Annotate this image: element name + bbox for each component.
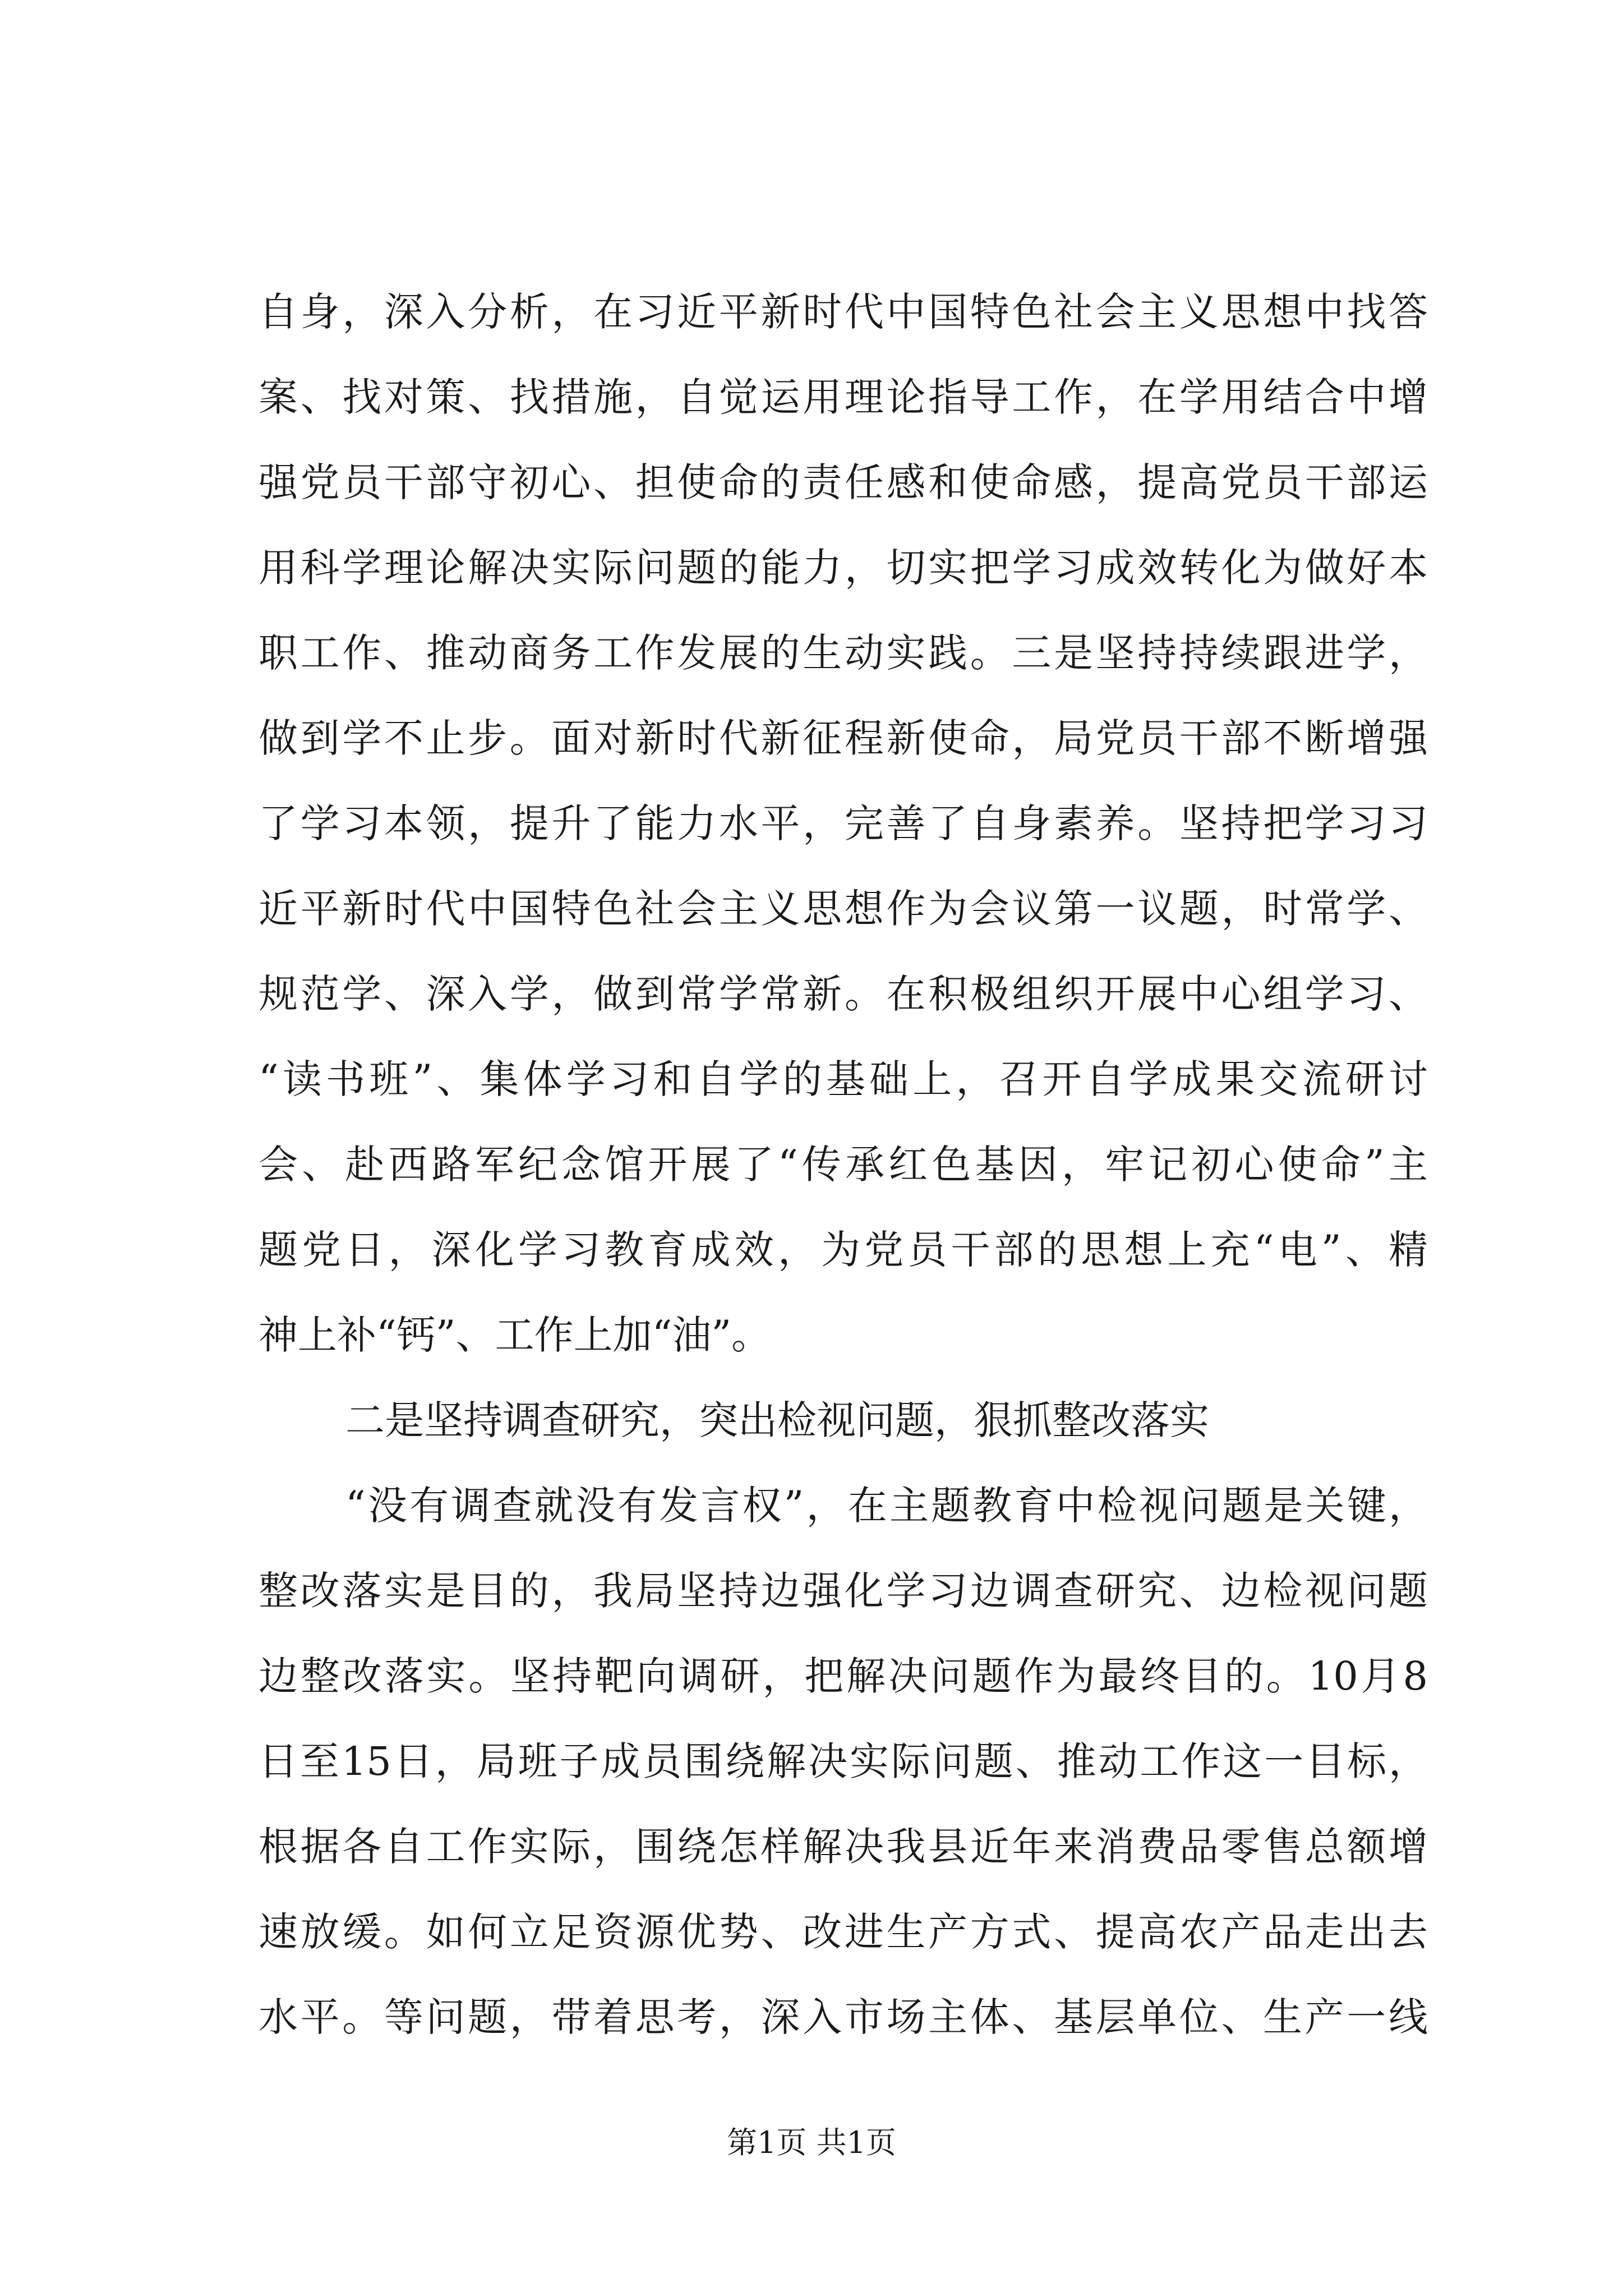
text-line: 速放缓。如何立足资源优势、改进生产方式、提高农产品走出去	[259, 1909, 1428, 1955]
text-line: 自身，深入分析，在习近平新时代中国特色社会主义思想中找答	[259, 289, 1428, 335]
text-line: 案、找对策、找措施，自觉运用理论指导工作，在学用结合中增	[259, 374, 1428, 420]
body-text	[259, 269, 1428, 2060]
text-line: 根据各自工作实际，围绕怎样解决我县近年来消费品零售总额增	[259, 1824, 1428, 1870]
text-line: 规范学、深入学，做到常学常新。在积极组织开展中心组学习、	[259, 971, 1428, 1017]
text-line: 水平。等问题，带着思考，深入市场主体、基层单位、生产一线	[259, 1994, 1428, 2040]
text-line: 边整改落实。坚持靶向调研，把解决问题作为最终目的。10月8	[259, 1653, 1428, 1699]
text-line: 题党日，深化学习教育成效，为党员干部的思想上充“电”、精	[259, 1227, 1428, 1273]
text-line: 了学习本领，提升了能力水平，完善了自身素养。坚持把学习习	[259, 800, 1428, 846]
text-line: 强党员干部守初心、担使命的责任感和使命感，提高党员干部运	[259, 459, 1428, 505]
text-line: 职工作、推动商务工作发展的生动实践。三是坚持持续跟进学，	[259, 630, 1428, 676]
section-heading: 二是坚持调查研究，突出检视问题，狠抓整改落实	[345, 1397, 1209, 1443]
text-line: 用科学理论解决实际问题的能力，切实把学习成效转化为做好本	[259, 545, 1428, 591]
text-line: 会、赴西路军纪念馆开展了“传承红色基因，牢记初心使命”主	[259, 1142, 1428, 1188]
text-line: 整改落实是目的，我局坚持边强化学习边调查研究、边检视问题	[259, 1568, 1428, 1614]
text-line: 近平新时代中国特色社会主义思想作为会议第一议题，时常学、	[259, 886, 1428, 932]
text-line: 神上补“钙”、工作上加“油”。	[259, 1312, 771, 1358]
text-line: 做到学不止步。面对新时代新征程新使命，局党员干部不断增强	[259, 715, 1428, 761]
text-line: “读书班”、集体学习和自学的基础上，召开自学成果交流研讨	[259, 1056, 1428, 1102]
page-footer: 第1页 共1页	[727, 2125, 896, 2160]
text-line: “没有调查就没有发言权”，在主题教育中检视问题是关键，	[345, 1483, 1428, 1529]
text-line: 日至15日，局班子成员围绕解决实际问题、推动工作这一目标，	[259, 1738, 1428, 1784]
